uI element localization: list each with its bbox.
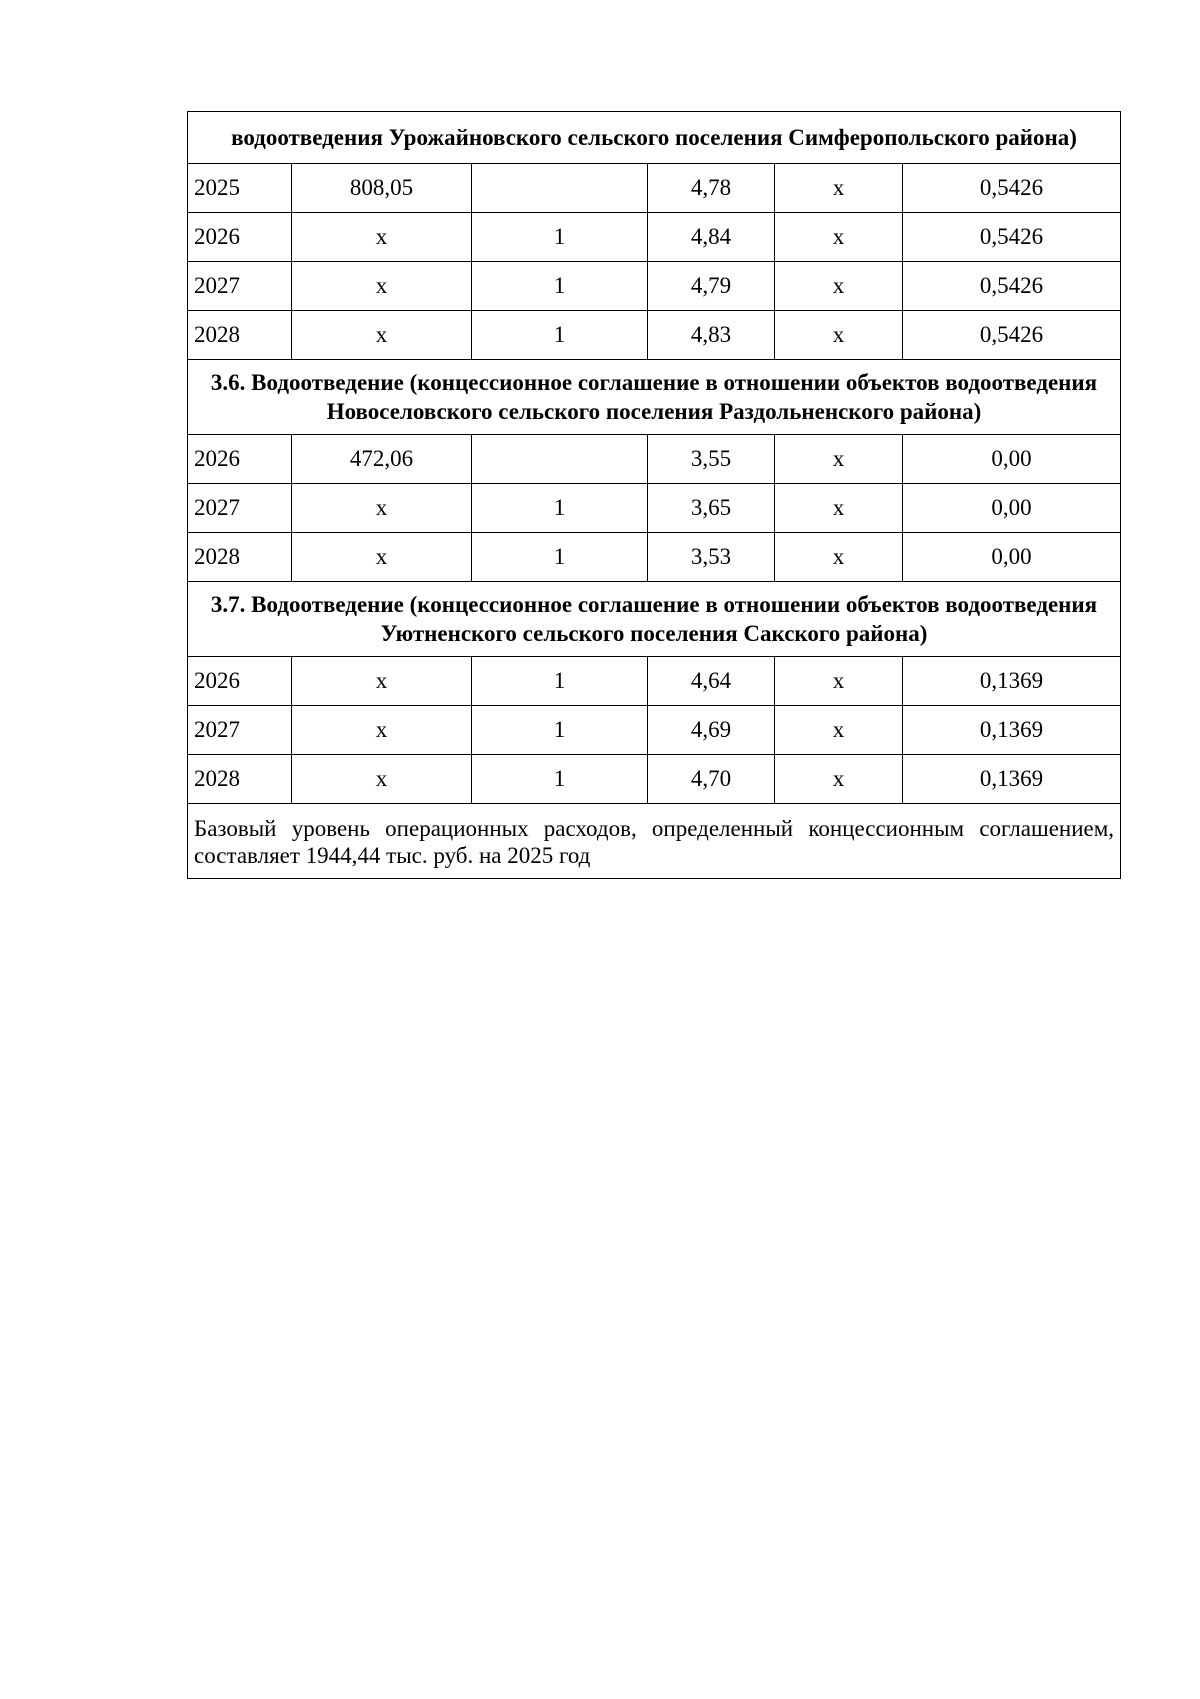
value-cell-col-2: x xyxy=(292,657,472,706)
value-cell-col-4: 4,69 xyxy=(648,706,775,755)
table-row xyxy=(188,706,1121,755)
value-cell-col-5: x xyxy=(775,533,903,582)
table-row xyxy=(188,484,1121,533)
tariff-table xyxy=(187,111,1121,879)
value-cell-col-5: x xyxy=(775,213,903,262)
value-cell-col-6: 0,00 xyxy=(903,533,1121,582)
section-heading-row xyxy=(188,112,1121,164)
value-cell-col-6: 0,1369 xyxy=(903,755,1121,804)
value-cell-col-2: 808,05 xyxy=(292,164,472,213)
value-cell-col-5: x xyxy=(775,484,903,533)
table-row xyxy=(188,755,1121,804)
value-cell-col-5: x xyxy=(775,657,903,706)
value-cell-col-5: x xyxy=(775,164,903,213)
table-row xyxy=(188,533,1121,582)
value-cell-col-4: 3,65 xyxy=(648,484,775,533)
value-cell-col-3: 1 xyxy=(472,311,648,360)
value-cell-col-5: x xyxy=(775,755,903,804)
value-cell-col-3: 1 xyxy=(472,484,648,533)
value-cell-col-3: 1 xyxy=(472,755,648,804)
table-row xyxy=(188,164,1121,213)
value-cell-col-3 xyxy=(472,435,648,484)
value-cell-col-4: 3,53 xyxy=(648,533,775,582)
section-heading: водоотведения Урожайновского сельского поселения Симферопольского района) xyxy=(188,112,1121,164)
value-cell-col-5: x xyxy=(775,435,903,484)
table-row xyxy=(188,213,1121,262)
value-cell-col-6: 0,00 xyxy=(903,484,1121,533)
value-cell-col-2: x xyxy=(292,533,472,582)
value-cell-col-6: 0,5426 xyxy=(903,164,1121,213)
value-cell-col-5: x xyxy=(775,706,903,755)
year-cell: 2026 xyxy=(188,435,292,484)
value-cell-col-3: 1 xyxy=(472,213,648,262)
year-cell: 2028 xyxy=(188,755,292,804)
year-cell: 2028 xyxy=(188,533,292,582)
year-cell: 2026 xyxy=(188,213,292,262)
year-cell: 2026 xyxy=(188,657,292,706)
value-cell-col-4: 4,64 xyxy=(648,657,775,706)
value-cell-col-6: 0,1369 xyxy=(903,657,1121,706)
value-cell-col-4: 4,79 xyxy=(648,262,775,311)
year-cell: 2027 xyxy=(188,484,292,533)
section-heading-row xyxy=(188,582,1121,657)
section-heading-row xyxy=(188,360,1121,435)
value-cell-col-6: 0,5426 xyxy=(903,213,1121,262)
base-expenses-note: Базовый уровень операционных расходов, определенный концессионным соглашением, составляет 1944,44 тыс. руб. на 2025 год xyxy=(188,804,1121,879)
value-cell-col-2: x xyxy=(292,706,472,755)
value-cell-col-2: x xyxy=(292,484,472,533)
table-row xyxy=(188,657,1121,706)
year-cell: 2027 xyxy=(188,706,292,755)
table-row xyxy=(188,435,1121,484)
value-cell-col-6: 0,00 xyxy=(903,435,1121,484)
value-cell-col-3 xyxy=(472,164,648,213)
value-cell-col-2: x xyxy=(292,262,472,311)
value-cell-col-5: x xyxy=(775,262,903,311)
value-cell-col-4: 3,55 xyxy=(648,435,775,484)
value-cell-col-3: 1 xyxy=(472,657,648,706)
table-row xyxy=(188,262,1121,311)
year-cell: 2025 xyxy=(188,164,292,213)
value-cell-col-3: 1 xyxy=(472,262,648,311)
value-cell-col-4: 4,78 xyxy=(648,164,775,213)
value-cell-col-4: 4,70 xyxy=(648,755,775,804)
value-cell-col-2: x xyxy=(292,311,472,360)
value-cell-col-6: 0,5426 xyxy=(903,262,1121,311)
value-cell-col-2: 472,06 xyxy=(292,435,472,484)
value-cell-col-3: 1 xyxy=(472,706,648,755)
note-row xyxy=(188,804,1121,879)
value-cell-col-2: x xyxy=(292,213,472,262)
value-cell-col-6: 0,1369 xyxy=(903,706,1121,755)
section-heading: 3.6. Водоотведение (концессионное соглашение в отношении объектов водоотведения Новоселовского сельского поселения Раздольненского района) xyxy=(188,360,1121,435)
section-heading: 3.7. Водоотведение (концессионное соглашение в отношении объектов водоотведения Уютненского сельского поселения Сакского района) xyxy=(188,582,1121,657)
value-cell-col-3: 1 xyxy=(472,533,648,582)
value-cell-col-6: 0,5426 xyxy=(903,311,1121,360)
value-cell-col-4: 4,83 xyxy=(648,311,775,360)
table-row xyxy=(188,311,1121,360)
year-cell: 2028 xyxy=(188,311,292,360)
value-cell-col-5: x xyxy=(775,311,903,360)
value-cell-col-2: x xyxy=(292,755,472,804)
value-cell-col-4: 4,84 xyxy=(648,213,775,262)
year-cell: 2027 xyxy=(188,262,292,311)
